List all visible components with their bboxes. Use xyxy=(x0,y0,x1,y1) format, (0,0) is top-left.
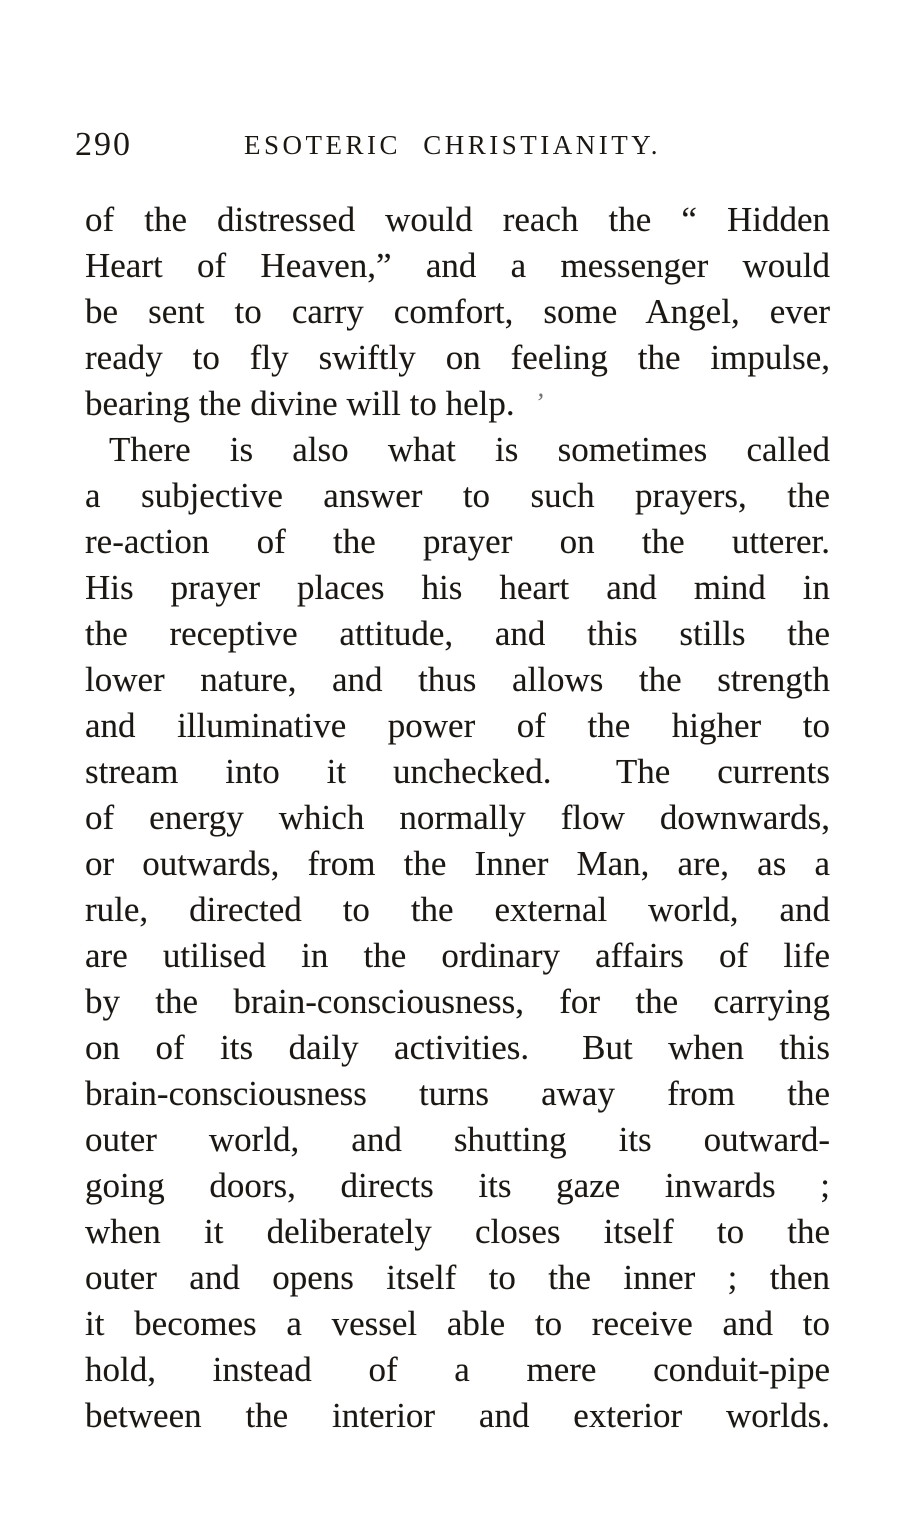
text-line: and illuminative power of the higher to xyxy=(85,706,830,745)
text-line: There is also what is sometimes called xyxy=(109,430,830,469)
text-line-content: bearing the divine will to help. xyxy=(85,384,515,423)
text-line: stream into it unchecked. The currents xyxy=(85,752,830,791)
text-line: it becomes a vessel able to receive and to xyxy=(85,1304,830,1343)
text-line: lower nature, and thus allows the strength xyxy=(85,660,830,699)
text-line: are utilised in the ordinary affairs of life xyxy=(85,936,830,975)
page-number: 290 xyxy=(75,126,132,163)
text-line: on of its daily activities. But when this xyxy=(85,1028,830,1067)
text-line: going doors, directs its gaze inwards ; xyxy=(85,1166,830,1205)
text-line: His prayer places his heart and mind in xyxy=(85,568,830,607)
text-line: or outwards, from the Inner Man, are, as a xyxy=(85,844,830,883)
running-header: ESOTERIC CHRISTIANITY. xyxy=(243,130,662,160)
text-line: of energy which normally flow downwards, xyxy=(85,798,830,837)
text-line: ready to fly swiftly on feeling the impulse, xyxy=(85,338,830,377)
text-line: be sent to carry comfort, some Angel, ever xyxy=(85,292,830,331)
text-line: Heart of Heaven,” and a messenger would xyxy=(85,246,830,285)
text-line: the receptive attitude, and this stills the xyxy=(85,614,830,653)
text-line: re-action of the prayer on the utterer. xyxy=(85,522,830,561)
text-line: when it deliberately closes itself to the xyxy=(85,1212,830,1251)
text-line: outer and opens itself to the inner ; then xyxy=(85,1258,830,1297)
text-line: brain-consciousness turns away from the xyxy=(85,1074,830,1113)
text-line: outer world, and shutting its outward- xyxy=(85,1120,830,1159)
text-line xyxy=(85,381,830,427)
text-line: hold, instead of a mere conduit-pipe xyxy=(85,1350,830,1389)
text-line: rule, directed to the external world, and xyxy=(85,890,830,929)
text-line: by the brain-consciousness, for the carrying xyxy=(85,982,830,1021)
text-line: of the distressed would reach the “ Hidden xyxy=(85,200,830,239)
text-line: between the interior and exterior worlds. xyxy=(85,1396,830,1435)
ink-speck-mark: ’ xyxy=(534,388,544,417)
text-line: a subjective answer to such prayers, the xyxy=(85,476,830,515)
body-text xyxy=(85,197,830,1439)
page-header xyxy=(75,126,830,170)
